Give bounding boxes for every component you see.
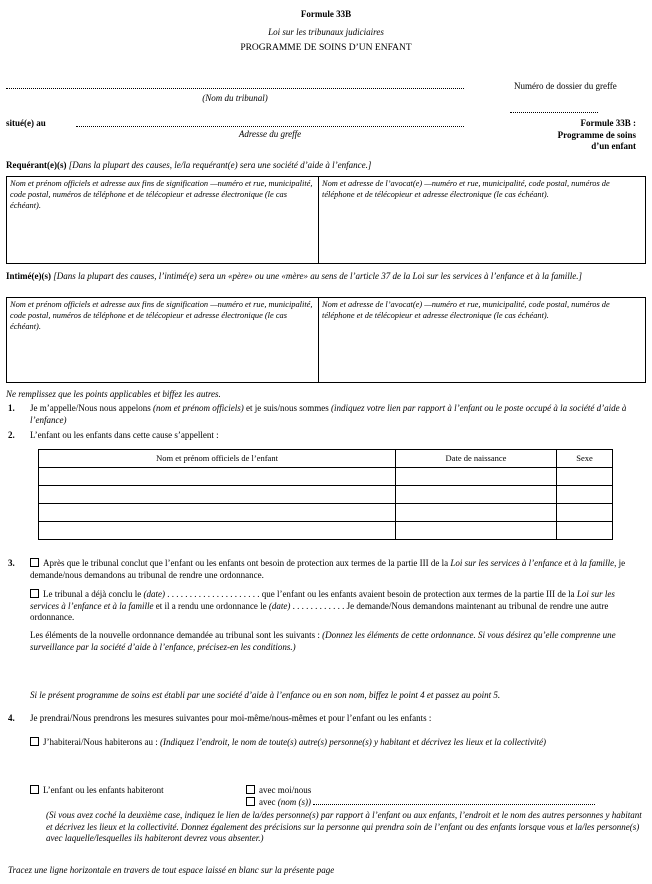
side-form-title: Formule 33B : Programme de soins d’un enfant	[557, 118, 636, 152]
item-1-text: Je m’appelle/Nous nous appelons (nom et prénom officiels) et je suis/nous sommes (indiquez votre lien par rapport à l’enfant ou le poste occupé à la société d’aide à l’enfance)	[30, 403, 627, 425]
children-table	[38, 449, 613, 540]
option-with-me: avec moi/nous	[246, 785, 311, 796]
file-number-label: Numéro de dossier du greffe	[514, 81, 617, 91]
item-4-number: 4.	[8, 713, 15, 723]
item-1-number: 1.	[8, 403, 15, 413]
item-4b-label: L’enfant ou les enfants habiteront	[30, 785, 164, 796]
col-sex: Sexe	[557, 450, 613, 468]
court-address-field[interactable]	[76, 118, 464, 127]
applicant-address-cell[interactable]: Nom et prénom officiels et adresse aux fins de signification —numéro et rue, municipalité, code postal, numéros de téléphone et de télécopieur et adresse électronique (le cas échéant).	[7, 177, 319, 263]
checkbox-3b[interactable]	[30, 589, 39, 598]
other-names-field[interactable]	[313, 797, 595, 805]
located-at-label: situé(e) au	[6, 118, 46, 128]
court-address-label: Adresse du greffe	[238, 129, 302, 139]
form-number: Formule 33B	[300, 9, 352, 19]
table-row	[39, 522, 613, 540]
item-2-number: 2.	[8, 430, 15, 440]
checkbox-3a[interactable]	[30, 558, 39, 567]
skip-note: Si le présent programme de soins est établi par une société d’aide à l’enfance ou en son nom, biffez le point 4 et passez au point 5.	[30, 690, 501, 700]
item-4b-note: (Si vous avez coché la deuxième case, indiquez le lien de la/des personne(s) par rapport à l’enfant ou aux enfants, l’endroit et le nom des autres personnes y habitant et décrivez les lieux et la collectivité. Donnez également des précisions sur la personne qui prendra soin de l’enfant ou des enfants lorsque vous et la/les personne(s) avec laquelle/lesquelles ils habiteront devrez vous absenter.)	[46, 810, 642, 844]
form-title: PROGRAMME DE SOINS D’UN ENFANT	[240, 43, 412, 53]
item-2-text: L’enfant ou les enfants dans cette cause s’appellent :	[30, 430, 219, 440]
file-number-field[interactable]	[510, 104, 598, 113]
col-child-name: Nom et prénom officiels de l’enfant	[39, 450, 396, 468]
item-3-number: 3.	[8, 558, 15, 568]
applicant-lawyer-cell[interactable]: Nom et adresse de l’avocat(e) —numéro et rue, municipalité, code postal, numéros de téléphone et de télécopieur et adresse électronique (le cas échéant).	[322, 179, 610, 199]
table-row	[39, 468, 613, 486]
respondents-heading: Intimé(e)(s) [Dans la plupart des causes, l’intimé(e) sera un «père» ou une «mère» au sens de l’article 37 de la Loi sur les services à l’enfance et à la famille.]	[6, 271, 582, 281]
statute-name: Loi sur les tribunaux judiciaires	[268, 27, 384, 37]
respondent-address-cell[interactable]: Nom et prénom officiels et adresse aux fins de signification —numéro et rue, municipalité, code postal, numéros de téléphone et de télécopieur et adresse électronique (le cas échéant).	[7, 298, 319, 382]
court-name-field[interactable]	[6, 80, 464, 89]
applicants-table	[6, 176, 646, 264]
checkbox-4a[interactable]	[30, 737, 39, 746]
respondents-table	[6, 297, 646, 383]
checkbox-with-me[interactable]	[246, 785, 255, 794]
table-row	[39, 504, 613, 522]
court-name-label: (Nom du tribunal)	[202, 93, 268, 103]
checkbox-with-other[interactable]	[246, 797, 255, 806]
item-4-text: Je prendrai/Nous prendrons les mesures suivantes pour moi-même/nous-mêmes et pour l’enfant ou les enfants :	[30, 713, 432, 723]
footer-instruction: Tracez une ligne horizontale en travers de tout espace laissé en blanc sur la présente page	[8, 865, 335, 875]
col-birth-date: Date de naissance	[396, 450, 557, 468]
table-row	[39, 486, 613, 504]
instructions: Ne remplissez que les points applicables et biffez les autres.	[6, 389, 221, 399]
applicants-heading: Requérant(e)(s) [Dans la plupart des causes, le/la requérant(e) sera une société d’aide à l’enfance.]	[6, 160, 372, 170]
checkbox-4b[interactable]	[30, 785, 39, 794]
option-with-other: avec (nom (s))	[246, 797, 646, 808]
item-4a-text: J’habiterai/Nous habiterons au : (Indiquez l’endroit, le nom de toute(s) autre(s) personne(s) y habitant et décrivez les lieux et la collectivité)	[30, 737, 646, 748]
item-3b-text: Le tribunal a déjà conclu le (date) . . . . . . . . . . . . . . . . . . . . . que l’enfant ou les enfants avaient besoin de protection aux termes de la partie III de la Loi sur les services à l’enfance et à la famille et il a rendu une ordonnance le (date) . . . . . . . . . . . . Je demande/Nous demandons maintenant au tribunal de rendre une autre ordonnance.	[30, 589, 615, 623]
item-3a-text: Après que le tribunal conclut que l’enfant ou les enfants ont besoin de protection aux termes de la partie III de la Loi sur les services à l’enfance et à la famille, je demande/nous demandons au tribunal de rendre une ordonnance.	[30, 558, 626, 580]
respondent-lawyer-cell[interactable]: Nom et adresse de l’avocat(e) —numéro et rue, municipalité, code postal, numéros de téléphone et de télécopieur et adresse électronique (le cas échéant).	[322, 300, 610, 320]
item-3c-text: Les éléments de la nouvelle ordonnance demandée au tribunal sont les suivants : (Donnez les éléments de cette ordonnance. Si vous désirez qu’elle comprenne une surveillance par la société d’aide à l’enfance, précisez-en les conditions.)	[30, 630, 616, 652]
